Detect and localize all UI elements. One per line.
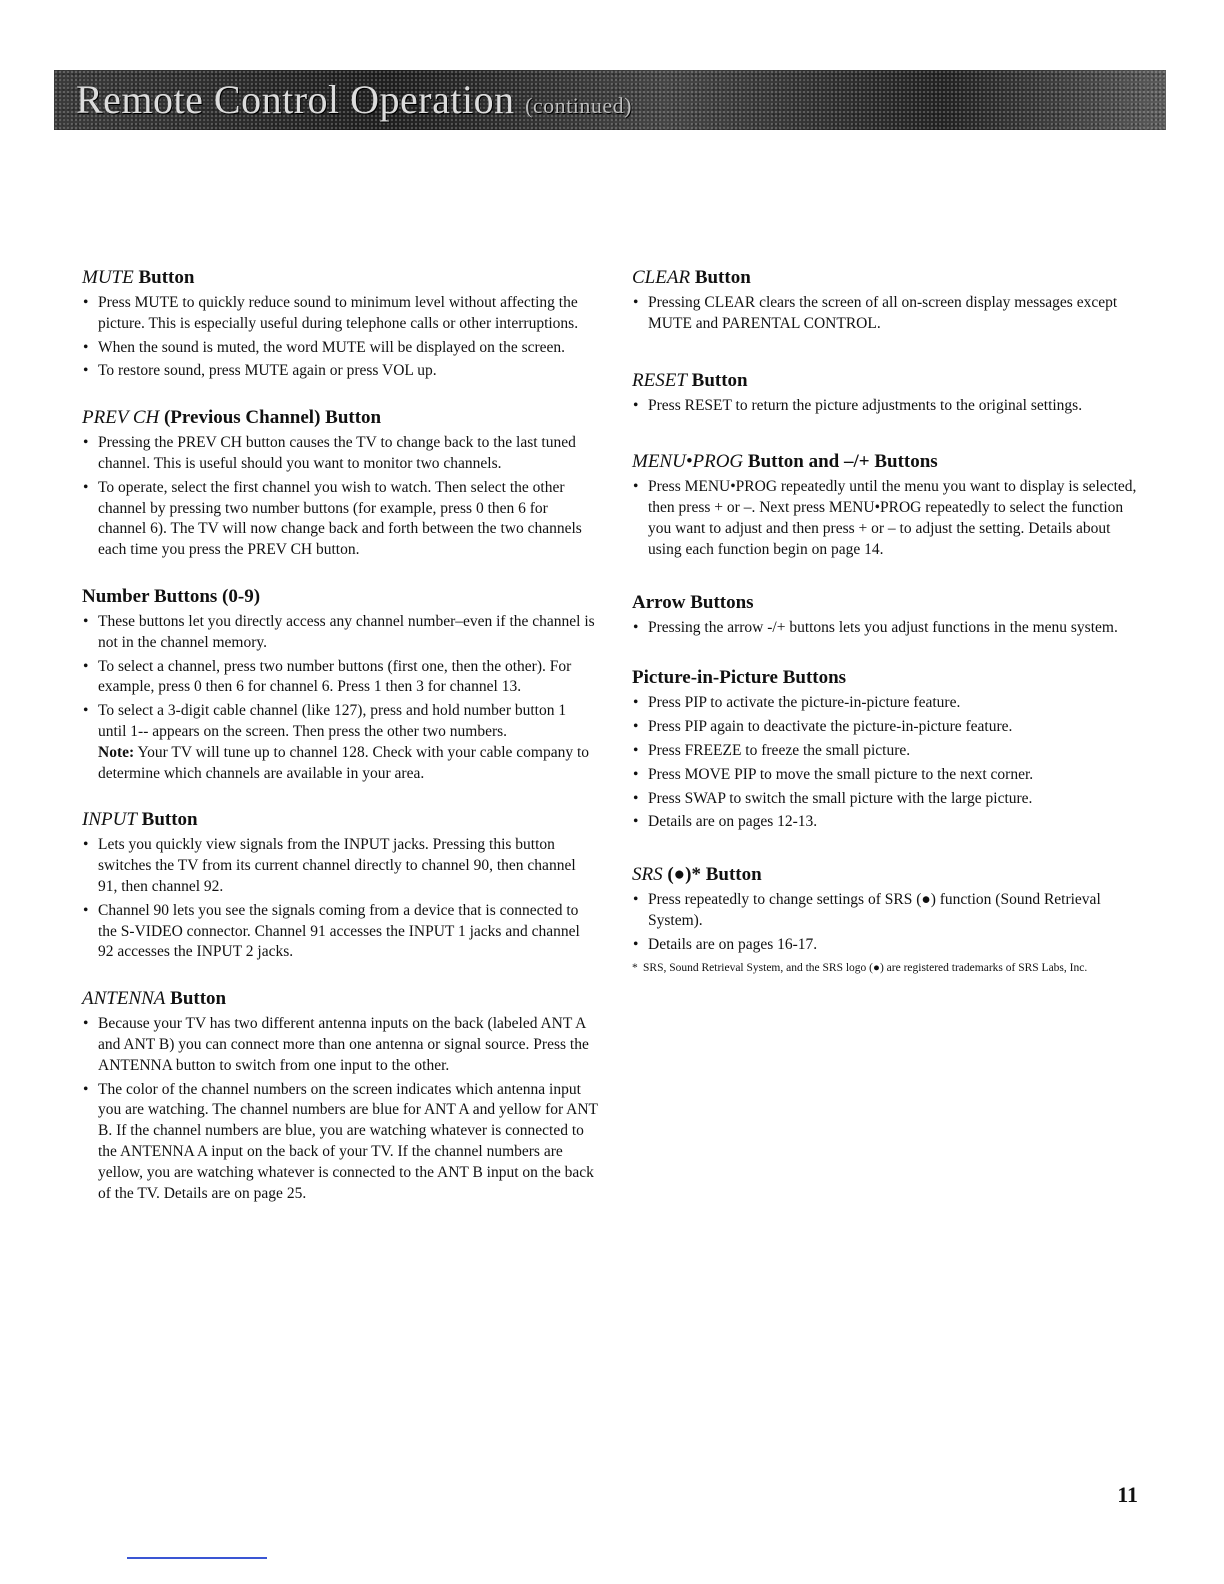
number-list (82, 612, 598, 743)
reset-section (632, 369, 1142, 417)
input-list (82, 835, 598, 963)
input-section (82, 808, 598, 963)
list-item: • Because your TV has two different antenna inputs on the back (labeled ANT A and ANT B) you can connect more than one antenna or signal source. Press the ANTENNA button to switch from one input to the other. (82, 1014, 598, 1076)
pip-heading: Picture-in-Picture Buttons (632, 667, 847, 689)
prevch-list (82, 433, 598, 561)
list-item: • Press FREEZE to freeze the small picture. (632, 741, 1142, 762)
list-item: • Press RESET to return the picture adjustments to the original settings. (632, 396, 1142, 417)
list-item: • Press PIP to activate the picture-in-picture feature. (632, 693, 1142, 714)
banner-title (76, 76, 632, 123)
left-column (82, 266, 598, 1228)
menu-heading: MENU•PROG Button and –/+ Buttons (632, 451, 938, 473)
list-item: • Details are on pages 16-17. (632, 935, 1142, 956)
srs-heading: SRS (●)* Button (632, 864, 762, 886)
list-item: • Press PIP again to deactivate the picture-in-picture feature. (632, 717, 1142, 738)
list-item: • Lets you quickly view signals from the INPUT jacks. Pressing this button switches the TV from its current channel directly to channel 90, then channel 91, then channel 92. (82, 835, 598, 897)
arrow-section (632, 591, 1142, 639)
list-item: • Press MUTE to quickly reduce sound to minimum level without affecting the picture. This is especially useful during telephone calls or other interruptions. (82, 293, 598, 335)
clear-section (632, 266, 1142, 335)
mute-heading: MUTE Button (82, 267, 195, 288)
list-item: • Pressing the arrow -/+ buttons lets you adjust functions in the menu system. (632, 618, 1142, 639)
clear-heading: CLEAR Button (632, 267, 751, 288)
list-item: • To select a channel, press two number buttons (first one, then the other). For example, press 0 then 6 for channel 6. Press 1 then 3 for channel 13. (82, 657, 598, 699)
mute-list (82, 293, 598, 382)
antenna-heading: ANTENNA Button (82, 988, 227, 1010)
list-item: • The color of the channel numbers on the screen indicates which antenna input you are watching. The channel numbers are blue for ANT A and yellow for ANT B. If the channel numbers are blue, you are watching whatever is connected to the ANTENNA A input on the back of your TV. If the channel numbers are yellow, you are watching whatever is connected to the ANT B input on the back of the TV. Details are on page 25. (82, 1080, 598, 1205)
srs-section (632, 863, 1142, 975)
srs-footnote: * SRS, Sound Retrieval System, and the SRS logo (●) are registered trademarks of SRS Labs, Inc. (632, 960, 1142, 976)
reset-list (632, 396, 1142, 417)
input-heading: INPUT Button (82, 809, 198, 831)
number-heading: Number Buttons (0-9) (82, 585, 261, 607)
pip-list (632, 693, 1142, 833)
menu-list (632, 477, 1142, 560)
list-item: • To select a 3-digit cable channel (like 127), press and hold number button 1 until 1-- appears on the screen. Then press the other two numbers. (82, 701, 598, 743)
page-number: 11 (1117, 1482, 1138, 1507)
underline-mark (127, 1557, 267, 1559)
pip-section (632, 666, 1142, 833)
list-item: • To operate, select the first channel you wish to watch. Then select the other channel by pressing two number buttons (for example, press 0 then 6 for channel 6). The TV will now change back and forth between the two channels each time you press the PREV CH button. (82, 478, 598, 561)
arrow-list (632, 618, 1142, 639)
banner-title-text: Remote Control Operation (76, 77, 515, 122)
number-note: Note: Your TV will tune up to channel 128. Check with your cable company to determine which channels are available in your area. (98, 743, 590, 782)
list-item: • Pressing the PREV CH button causes the TV to change back to the last tuned channel. This is useful should you want to monitor two channels. (82, 433, 598, 475)
clear-list (632, 293, 1142, 335)
number-section (82, 585, 598, 784)
list-item: • Press repeatedly to change settings of SRS (●) function (Sound Retrieval System). (632, 890, 1142, 932)
section-banner (54, 70, 1166, 130)
antenna-list (82, 1014, 598, 1204)
reset-heading: RESET Button (632, 369, 748, 391)
right-column (632, 266, 1142, 1000)
list-item: • When the sound is muted, the word MUTE will be displayed on the screen. (82, 338, 598, 359)
list-item: • Pressing CLEAR clears the screen of all on-screen display messages except MUTE and PARENTAL CONTROL. (632, 293, 1142, 335)
srs-list (632, 890, 1142, 955)
list-item: • Details are on pages 12-13. (632, 812, 1142, 833)
list-item: • To restore sound, press MUTE again or press VOL up. (82, 361, 598, 382)
arrow-heading: Arrow Buttons (632, 591, 754, 613)
list-item: • These buttons let you directly access any channel number–even if the channel is not in the channel memory. (82, 612, 598, 654)
list-item: • Press SWAP to switch the small picture with the large picture. (632, 789, 1142, 810)
list-item: • Press MOVE PIP to move the small picture to the next corner. (632, 765, 1142, 786)
banner-subtitle: (continued) (525, 93, 632, 118)
list-item: • Channel 90 lets you see the signals coming from a device that is connected to the S-VIDEO connector. Channel 91 accesses the INPUT 1 jacks and channel 92 accesses the INPUT 2 jacks. (82, 901, 598, 963)
menu-section (632, 450, 1142, 560)
list-item: • Press MENU•PROG repeatedly until the menu you want to display is selected, then press + or –. Next press MENU•PROG repeatedly to select the function you want to adjust and then press + or – to adjust the setting. Details about using each function begin on page 14. (632, 477, 1142, 560)
antenna-section (82, 987, 598, 1204)
mute-section (82, 266, 598, 382)
prevch-heading: PREV CH (Previous Channel) Button (82, 407, 382, 429)
prevch-section (82, 406, 598, 561)
